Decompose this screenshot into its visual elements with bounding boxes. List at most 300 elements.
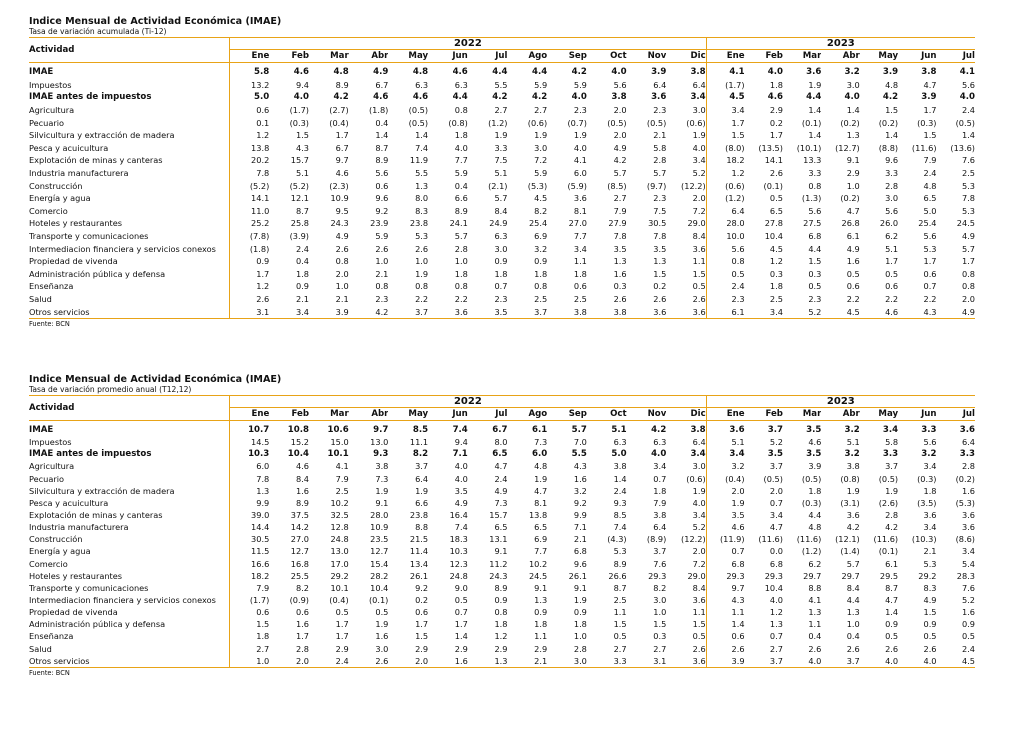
value-cell: 0.7: [769, 631, 783, 642]
value-cell: 5.5: [494, 79, 508, 90]
value-cell: 5.1: [846, 437, 860, 448]
value-cell: (0.6): [725, 180, 745, 191]
row-label: Industria manufacturera: [29, 167, 230, 180]
value-cell: 2.1: [573, 534, 587, 545]
value-cell: 6.3: [454, 79, 468, 90]
value-cell: 8.4: [295, 473, 309, 484]
value-cell: 1.9: [846, 485, 860, 496]
value-cell: 2.6: [349, 655, 389, 668]
value-cell: 13.2: [251, 79, 270, 90]
value-cell: 10.7: [248, 425, 270, 436]
value-cell: 3.5: [454, 485, 468, 496]
value-cell: 4.6: [452, 67, 468, 78]
table-row: [29, 460, 975, 472]
value-cell: 0.9: [494, 595, 508, 606]
value-cell: 28.2: [370, 570, 389, 581]
value-cell: 5.5: [415, 168, 429, 179]
value-cell: 4.2: [613, 155, 627, 166]
value-cell: 0.8: [961, 268, 975, 279]
value-cell: 3.0: [653, 595, 667, 606]
value-cell: 1.2: [769, 607, 783, 618]
value-cell: 10.3: [449, 546, 468, 557]
value-cell: 1.6: [846, 256, 860, 267]
value-cell: 1.5: [613, 619, 627, 630]
value-cell: 0.4: [846, 631, 860, 642]
value-cell: 2.2: [885, 293, 899, 304]
value-cell: 7.2: [666, 558, 706, 570]
value-cell: 5.2: [769, 437, 783, 448]
row-label: Enseñanza: [29, 630, 230, 642]
table-row: [29, 154, 975, 167]
value-cell: 3.7: [653, 546, 667, 557]
value-cell: (1.3): [801, 193, 822, 204]
value-cell: 4.0: [767, 67, 783, 78]
row-label: Energía y agua: [29, 545, 230, 557]
value-cell: 8.2: [412, 449, 429, 460]
value-cell: 1.8: [534, 619, 548, 630]
row-label: IMAE: [29, 424, 230, 436]
row-label: Intermediacion financiera y servicios conexos: [29, 594, 230, 606]
table1: [29, 37, 975, 319]
value-cell: 3.5: [468, 305, 508, 318]
value-cell: 0.8: [494, 607, 508, 618]
value-cell: 4.6: [767, 92, 783, 103]
value-cell: 26.0: [879, 218, 899, 229]
value-cell: (0.7): [567, 117, 587, 128]
value-cell: 3.6: [627, 305, 667, 318]
value-cell: 6.8: [769, 558, 783, 569]
value-cell: 14.1: [764, 155, 783, 166]
value-cell: 7.5: [653, 205, 667, 216]
value-cell: 5.0: [923, 205, 937, 216]
value-cell: 6.8: [573, 546, 587, 557]
row-label: Agricultura: [29, 460, 230, 472]
month-header-2022-ene: Ene: [230, 408, 270, 421]
value-cell: 2.1: [335, 293, 349, 304]
value-cell: 8.7: [885, 582, 899, 593]
month-header-2023-mar: Mar: [783, 408, 821, 421]
value-cell: 0.5: [846, 268, 860, 279]
value-cell: 24.8: [330, 534, 349, 545]
value-cell: 2.4: [494, 473, 508, 484]
value-cell: 3.6: [846, 510, 860, 521]
table-row: [29, 255, 975, 268]
value-cell: 2.9: [769, 105, 783, 116]
value-cell: 1.4: [731, 619, 745, 630]
month-header-2023-may: May: [860, 408, 898, 421]
value-cell: 3.3: [882, 449, 899, 460]
month-header-2022-dic: Dic: [666, 408, 706, 421]
value-cell: 1.5: [415, 631, 429, 642]
value-cell: 0.9: [295, 281, 309, 292]
value-cell: 1.7: [335, 619, 349, 630]
value-cell: 4.9: [335, 231, 349, 242]
value-cell: 0.5: [961, 631, 975, 642]
value-cell: 4.8: [333, 67, 349, 78]
value-cell: 9.1: [534, 582, 548, 593]
value-cell: 3.4: [666, 448, 706, 460]
value-cell: 23.8: [409, 510, 429, 521]
value-cell: 6.1: [846, 231, 860, 242]
value-cell: 4.2: [333, 92, 349, 103]
row-label: Otros servicios: [29, 655, 230, 668]
value-cell: 4.2: [885, 522, 899, 533]
value-cell: (5.2): [249, 180, 270, 191]
value-cell: 2.7: [534, 105, 548, 116]
value-cell: 1.6: [961, 607, 975, 618]
month-header-2023-jul: Jul: [937, 50, 975, 63]
table-row: [29, 116, 975, 129]
value-cell: 3.3: [921, 425, 937, 436]
value-cell: 1.4: [885, 130, 899, 141]
value-cell: 2.6: [666, 643, 706, 655]
value-cell: 5.7: [961, 243, 975, 254]
table-row: [29, 104, 975, 117]
value-cell: 3.9: [921, 92, 937, 103]
value-cell: 12.7: [370, 546, 389, 557]
value-cell: 4.2: [531, 92, 548, 103]
value-cell: 7.5: [494, 155, 508, 166]
value-cell: 10.4: [764, 231, 783, 242]
table-row: [29, 129, 975, 142]
value-cell: 9.7: [373, 425, 389, 436]
value-cell: 2.0: [731, 485, 745, 496]
value-cell: (0.5): [955, 117, 975, 128]
value-cell: 2.7: [494, 105, 508, 116]
value-cell: 3.8: [375, 461, 389, 472]
value-cell: 9.7: [731, 582, 745, 593]
month-header-2022-jun: Jun: [428, 50, 468, 63]
value-cell: 3.2: [844, 425, 860, 436]
value-cell: 1.3: [256, 485, 270, 496]
value-cell: 5.7: [846, 558, 860, 569]
row-label: Pesca y acuicultura: [29, 497, 230, 509]
month-header-2023-feb: Feb: [745, 50, 783, 63]
value-cell: 4.7: [534, 485, 548, 496]
value-cell: 2.6: [613, 293, 627, 304]
month-header-2022-dic: Dic: [666, 50, 706, 63]
value-cell: 9.0: [454, 582, 468, 593]
value-cell: 2.6: [808, 643, 822, 654]
value-cell: 3.7: [745, 655, 783, 668]
value-cell: (3.5): [917, 497, 937, 508]
value-cell: 2.7: [653, 643, 667, 654]
value-cell: 9.3: [373, 449, 389, 460]
value-cell: 1.7: [295, 631, 309, 642]
value-cell: 1.3: [769, 619, 783, 630]
value-cell: 1.8: [494, 619, 508, 630]
table-row: [29, 205, 975, 218]
value-cell: 4.9: [937, 305, 975, 318]
value-cell: 7.9: [923, 155, 937, 166]
value-cell: 3.8: [547, 305, 587, 318]
value-cell: 25.5: [290, 570, 309, 581]
value-cell: 2.8: [885, 180, 899, 191]
table-row: [29, 533, 975, 545]
value-cell: 1.2: [256, 130, 270, 141]
value-cell: 8.9: [335, 79, 349, 90]
value-cell: 6.4: [666, 79, 706, 92]
value-cell: 0.6: [923, 268, 937, 279]
value-cell: 4.2: [651, 425, 667, 436]
value-cell: 6.5: [492, 449, 508, 460]
value-cell: 0.5: [769, 193, 783, 204]
value-cell: 4.0: [293, 92, 309, 103]
value-cell: 0.9: [256, 256, 270, 267]
value-cell: (0.4): [329, 595, 349, 606]
table-row: [29, 230, 975, 243]
value-cell: 15.0: [330, 437, 349, 448]
value-cell: 7.9: [653, 497, 667, 508]
value-cell: 1.8: [573, 619, 587, 630]
value-cell: 6.1: [885, 558, 899, 569]
value-cell: 1.3: [415, 180, 429, 191]
value-cell: (8.8): [878, 142, 899, 153]
value-cell: 0.8: [454, 281, 468, 292]
value-cell: 4.9: [961, 231, 975, 242]
value-cell: 29.0: [666, 570, 706, 582]
value-cell: (0.1): [763, 180, 783, 191]
value-cell: 2.3: [808, 293, 822, 304]
value-cell: 1.8: [573, 268, 587, 279]
value-cell: 3.2: [921, 449, 937, 460]
value-cell: 2.6: [769, 168, 783, 179]
value-cell: 7.8: [613, 231, 627, 242]
value-cell: 2.4: [961, 105, 975, 116]
value-cell: 2.0: [769, 485, 783, 496]
table-row: [29, 436, 975, 448]
value-cell: 1.8: [494, 268, 508, 279]
value-cell: 2.5: [573, 293, 587, 304]
value-cell: 10.9: [330, 193, 349, 204]
value-cell: 1.9: [573, 130, 587, 141]
value-cell: 1.0: [454, 256, 468, 267]
value-cell: 0.9: [534, 607, 548, 618]
value-cell: 0.4: [295, 256, 309, 267]
value-cell: 1.0: [846, 180, 860, 191]
table2: [29, 395, 975, 668]
table-row: [29, 179, 975, 192]
value-cell: 1.7: [923, 256, 937, 267]
value-cell: (5.2): [289, 180, 309, 191]
value-cell: 0.5: [923, 631, 937, 642]
month-header-2022-feb: Feb: [269, 50, 309, 63]
value-cell: 1.5: [666, 618, 706, 630]
value-cell: 4.0: [769, 595, 783, 606]
value-cell: 10.1: [327, 449, 349, 460]
value-cell: 0.6: [256, 607, 270, 618]
value-cell: 4.4: [808, 243, 822, 254]
month-header-2022-nov: Nov: [627, 408, 667, 421]
value-cell: (8.0): [725, 142, 745, 153]
value-cell: (13.5): [758, 142, 783, 153]
value-cell: 1.7: [415, 619, 429, 630]
value-cell: (11.6): [758, 534, 783, 545]
value-cell: (2.7): [329, 105, 349, 116]
value-cell: 7.4: [452, 425, 468, 436]
value-cell: 5.8: [254, 67, 270, 78]
table-row: [29, 630, 975, 642]
value-cell: 1.3: [846, 130, 860, 141]
value-cell: 25.4: [918, 218, 937, 229]
value-cell: 16.8: [290, 558, 309, 569]
value-cell: 4.6: [731, 522, 745, 533]
value-cell: 24.1: [449, 218, 468, 229]
value-cell: 1.8: [923, 485, 937, 496]
value-cell: 10.6: [327, 425, 349, 436]
value-cell: (12.2): [666, 533, 706, 545]
value-cell: 2.0: [388, 655, 428, 668]
value-cell: 2.4: [731, 281, 745, 292]
value-cell: 4.7: [846, 205, 860, 216]
value-cell: 1.6: [961, 485, 975, 496]
value-cell: (8.5): [607, 180, 627, 191]
row-label: Impuestos: [29, 436, 230, 448]
value-cell: 5.6: [375, 168, 389, 179]
value-cell: 7.7: [454, 155, 468, 166]
value-cell: 1.3: [468, 655, 508, 668]
value-cell: 1.2: [731, 168, 745, 179]
value-cell: 7.6: [961, 155, 975, 166]
table2-block: [29, 374, 975, 677]
value-cell: 5.9: [534, 168, 548, 179]
value-cell: 3.8: [587, 305, 627, 318]
value-cell: 1.2: [256, 281, 270, 292]
value-cell: 4.9: [373, 67, 389, 78]
value-cell: 8.0: [494, 437, 508, 448]
table-row: [29, 485, 975, 497]
value-cell: 0.2: [415, 595, 429, 606]
value-cell: (1.7): [289, 105, 309, 116]
row-label: Explotación de minas y canteras: [29, 154, 230, 167]
value-cell: 4.5: [769, 243, 783, 254]
value-cell: 9.7: [335, 155, 349, 166]
value-cell: 1.0: [573, 631, 587, 642]
row-label: Pesca y acuicultura: [29, 142, 230, 155]
value-cell: 2.6: [923, 643, 937, 654]
value-cell: 10.1: [330, 582, 349, 593]
value-cell: 29.0: [666, 217, 706, 230]
value-cell: 3.4: [729, 449, 745, 460]
month-header-2022-ago: Ago: [508, 50, 548, 63]
value-cell: 0.5: [808, 281, 822, 292]
value-cell: 2.5: [769, 293, 783, 304]
value-cell: (10.3): [911, 534, 937, 545]
value-cell: 26.8: [841, 218, 860, 229]
value-cell: 9.1: [846, 155, 860, 166]
value-cell: 3.5: [806, 425, 822, 436]
table1-title: Indice Mensual de Actividad Económica (IMAE): [29, 16, 282, 27]
value-cell: (10.1): [796, 142, 822, 153]
value-cell: 2.7: [256, 643, 270, 654]
value-cell: 13.4: [409, 558, 429, 569]
month-header-2022-may: May: [388, 50, 428, 63]
month-header-2023-jul: Jul: [937, 408, 975, 421]
value-cell: 0.7: [731, 546, 745, 557]
table-row: [29, 66, 975, 79]
value-cell: 5.1: [731, 437, 745, 448]
value-cell: 0.8: [808, 180, 822, 191]
value-cell: 13.3: [803, 155, 822, 166]
table-row: [29, 142, 975, 155]
value-cell: 3.2: [844, 67, 860, 78]
value-cell: 3.4: [745, 305, 783, 318]
row-label: Construcción: [29, 179, 230, 192]
value-cell: 1.1: [666, 606, 706, 618]
value-cell: 9.4: [295, 79, 309, 90]
value-cell: 1.7: [256, 268, 270, 279]
value-cell: 10.2: [528, 558, 548, 569]
table-row: [29, 268, 975, 281]
value-cell: 6.0: [531, 449, 548, 460]
value-cell: 2.1: [923, 546, 937, 557]
value-cell: 1.5: [885, 105, 899, 116]
value-cell: 7.9: [256, 582, 270, 593]
value-cell: 3.0: [666, 460, 706, 472]
value-cell: 1.9: [415, 485, 429, 496]
value-cell: 29.2: [918, 570, 937, 581]
value-cell: 4.8: [885, 79, 899, 90]
value-cell: 29.3: [726, 570, 745, 581]
value-cell: (11.6): [911, 142, 937, 153]
value-cell: 26.1: [409, 570, 429, 581]
value-cell: 30.5: [648, 218, 667, 229]
month-header-2022-may: May: [388, 408, 428, 421]
value-cell: 12.8: [330, 522, 349, 533]
month-header-2023-abr: Abr: [821, 50, 859, 63]
value-cell: 18.2: [251, 570, 270, 581]
value-cell: 13.8: [251, 142, 270, 153]
value-cell: 2.3: [653, 193, 667, 204]
row-label: Propiedad de vivenda: [29, 606, 230, 618]
value-cell: 2.2: [846, 293, 860, 304]
table-row: [29, 448, 975, 460]
value-cell: 3.6: [961, 510, 975, 521]
value-cell: (0.4): [725, 473, 745, 484]
value-cell: (8.9): [646, 534, 667, 545]
value-cell: 1.5: [256, 619, 270, 630]
table-row: [29, 305, 975, 318]
value-cell: 5.7: [653, 168, 667, 179]
value-cell: 2.4: [309, 655, 349, 668]
value-cell: (0.3): [917, 117, 937, 128]
value-cell: 1.1: [808, 619, 822, 630]
value-cell: 2.1: [508, 655, 548, 668]
value-cell: 7.8: [961, 193, 975, 204]
value-cell: 4.4: [846, 595, 860, 606]
value-cell: 37.5: [290, 510, 309, 521]
table2-activity-header: Actividad: [29, 396, 230, 421]
value-cell: 6.4: [666, 436, 706, 448]
table-row: [29, 167, 975, 180]
value-cell: 4.4: [452, 92, 468, 103]
value-cell: 13.8: [528, 510, 548, 521]
value-cell: 0.9: [573, 607, 587, 618]
value-cell: 3.9: [706, 655, 744, 668]
value-cell: (1.2): [801, 546, 822, 557]
row-label: Propiedad de vivenda: [29, 255, 230, 268]
value-cell: 2.1: [653, 130, 667, 141]
value-cell: (0.3): [289, 117, 309, 128]
value-cell: 8.7: [295, 205, 309, 216]
value-cell: 6.1: [531, 425, 548, 436]
value-cell: 0.3: [613, 281, 627, 292]
value-cell: 7.9: [613, 205, 627, 216]
value-cell: 4.0: [898, 655, 936, 668]
value-cell: 0.5: [454, 595, 468, 606]
value-cell: 8.4: [666, 582, 706, 594]
row-label: Pecuario: [29, 116, 230, 129]
